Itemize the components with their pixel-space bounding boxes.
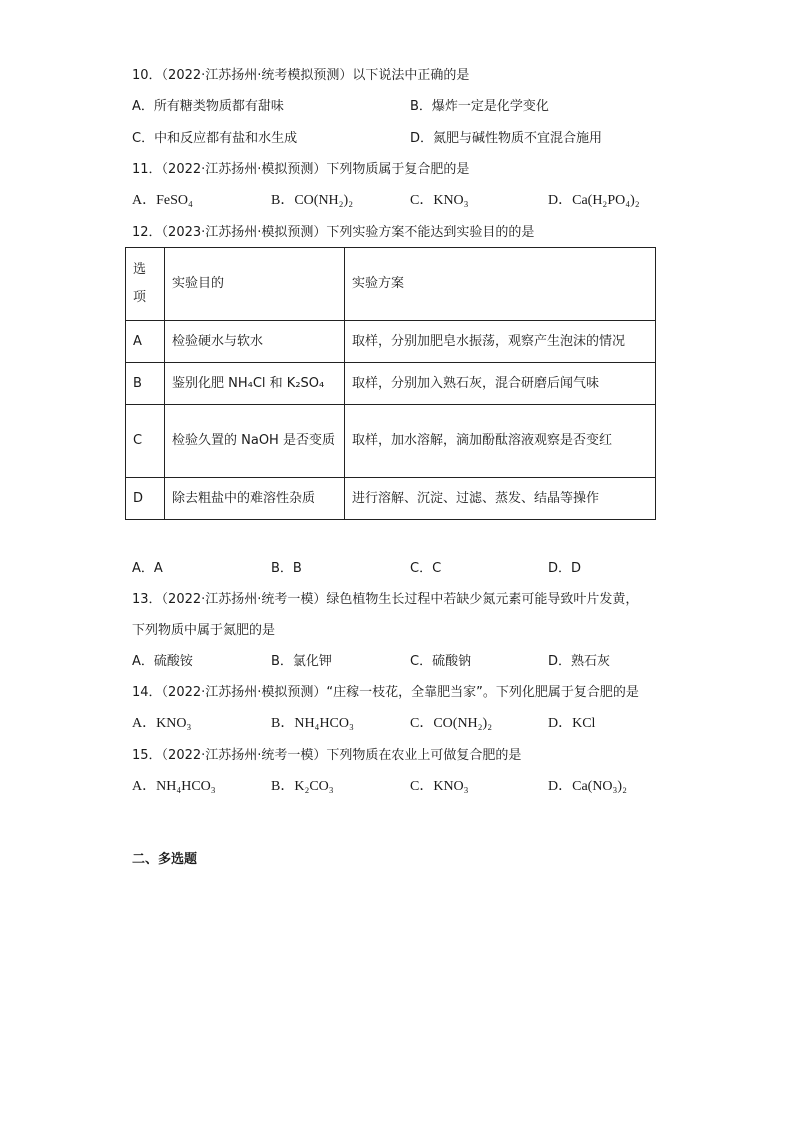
row-b-option: B (126, 363, 165, 405)
row-c-scheme: 取样，加水溶解，滴加酚酞溶液观察是否变红 (345, 405, 656, 478)
q12-option-a: A．A (132, 561, 163, 576)
q14-stem: 14．（2022·江苏扬州·模拟预测）“庄稼一枝花，全靠肥当家”。下列化肥属于复合肥的是 (132, 685, 639, 700)
q11-stem: 11．（2022·江苏扬州·模拟预测）下列物质属于复合肥的是 (132, 162, 470, 177)
q14-option-a: A．KNO₃ (132, 716, 192, 731)
q15-option-c: C．KNO₃ (410, 779, 469, 794)
q14-option-b: B．NH₄HCO₃ (271, 716, 354, 731)
q12-option-c: C．C (410, 561, 442, 576)
q11-option-c: C．KNO₃ (410, 193, 469, 208)
q11-option-b: B．CO(NH₂)₂ (271, 193, 354, 208)
q12-stem: 12．（2023·江苏扬州·模拟预测）下列实验方案不能达到实验目的的是 (132, 225, 535, 240)
row-b-purpose: 鉴别化肥 NH₄Cl 和 K₂SO₄ (165, 363, 345, 405)
q10-option-d: D．氮肥与碱性物质不宜混合施用 (410, 131, 603, 146)
q14-option-d: D．KCl (548, 716, 596, 731)
row-c-purpose: 检验久置的 NaOH 是否变质 (165, 405, 345, 478)
row-d-purpose: 除去粗盐中的难溶性杂质 (165, 478, 345, 520)
q10-option-c: C．中和反应都有盐和水生成 (132, 131, 298, 146)
header-option: 选项 (126, 248, 165, 321)
table-row (126, 363, 656, 405)
header-purpose: 实验目的 (165, 248, 345, 321)
q12-option-d: D．D (548, 561, 582, 576)
q15-option-d: D．Ca(NO₃)₂ (548, 779, 627, 794)
q14-option-c: C．CO(NH₂)₂ (410, 716, 493, 731)
q15-option-b: B．K₂CO₃ (271, 779, 334, 794)
q12-table (125, 247, 656, 520)
q10-option-b: B．爆炸一定是化学变化 (410, 99, 549, 114)
header-scheme: 实验方案 (345, 248, 656, 321)
q11-option-d: D．Ca(H₂PO₄)₂ (548, 193, 640, 208)
q10-stem: 10．（2022·江苏扬州·统考模拟预测）以下说法中正确的是 (132, 68, 470, 83)
table-header-row (126, 248, 656, 321)
q12-option-b: B．B (271, 561, 302, 576)
table-row (126, 321, 656, 363)
q15-stem: 15．（2022·江苏扬州·统考一模）下列物质在农业上可做复合肥的是 (132, 748, 522, 763)
row-d-option: D (126, 478, 165, 520)
row-d-scheme: 进行溶解、沉淀、过滤、蒸发、结晶等操作 (345, 478, 656, 520)
q13-option-a: A．硫酸铵 (132, 654, 193, 669)
row-a-option: A (126, 321, 165, 363)
q13-stem-line2: 下列物质中属于氮肥的是 (132, 623, 276, 638)
q10-option-a: A．所有糖类物质都有甜味 (132, 99, 284, 114)
row-c-option: C (126, 405, 165, 478)
table-row (126, 478, 656, 520)
q15-option-a: A．NH₄HCO₃ (132, 779, 216, 794)
q13-option-d: D．熟石灰 (548, 654, 611, 669)
row-a-purpose: 检验硬水与软水 (165, 321, 345, 363)
section-heading: 二、多选题 (132, 852, 198, 867)
q13-option-c: C．硫酸钠 (410, 654, 472, 669)
row-a-scheme: 取样，分别加肥皂水振荡，观察产生泡沫的情况 (345, 321, 656, 363)
q11-option-a: A．FeSO₄ (132, 193, 193, 208)
row-b-scheme: 取样，分别加入熟石灰，混合研磨后闻气味 (345, 363, 656, 405)
q13-option-b: B．氯化钾 (271, 654, 332, 669)
q13-stem-line1: 13．（2022·江苏扬州·统考一模）绿色植物生长过程中若缺少氮元素可能导致叶片发黄， (132, 592, 639, 607)
table-row (126, 405, 656, 478)
